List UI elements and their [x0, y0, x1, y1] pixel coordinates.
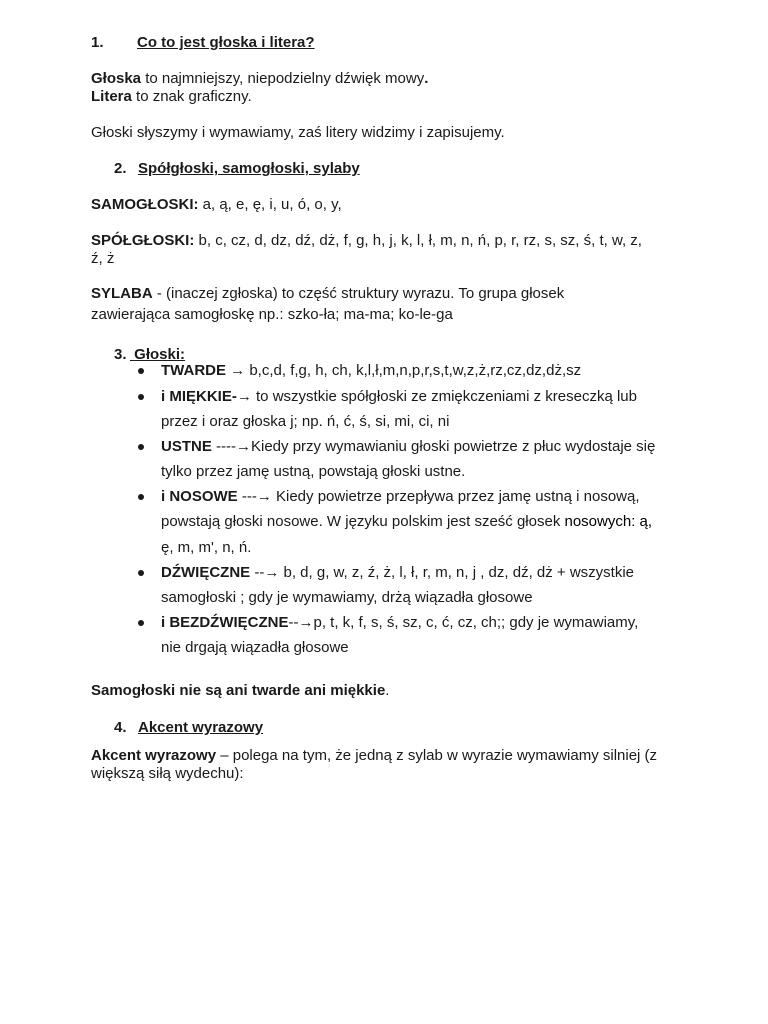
bullet-dot [138, 394, 144, 400]
akcent-definition-1 [91, 747, 657, 765]
arrow-icon: → [226, 362, 250, 379]
list-item-bezdzwieczne [161, 614, 638, 632]
section-2-title: Spółgłoski, samogłoski, sylaby [138, 160, 360, 177]
dzwieczne-text-2: samogłoski ; gdy je wymawiamy, drżą wiązadła głosowe [161, 589, 533, 606]
ustne-text-1: Kiedy przy wymawianiu głoski powietrze z płuc wydostaje się [251, 438, 656, 455]
samogloski-note: Samogłoski nie są ani twarde ani miękkie. [91, 682, 390, 699]
section-4-title: Akcent wyrazowy [138, 719, 264, 736]
list-item-miekkie [161, 388, 637, 406]
bezdzwieczne-text-2: nie drgają wiązadła głosowe [161, 639, 349, 656]
ustne-text-2: tylko przez jamę ustną, powstają głoski ustne. [161, 463, 466, 480]
miekkie-label: i MIĘKKIE- [161, 388, 237, 405]
litera-text: to znak graficzny. [131, 88, 252, 105]
litera-definition [91, 88, 252, 106]
nosowe-text-3: ę, m, m', n, ń. [161, 539, 252, 556]
sylaba-line-1 [91, 284, 564, 304]
arrow-icon: → [236, 388, 257, 405]
gloski-note: Głoski słyszymy i wymawiamy, zaś litery widzimy i zapisujemy. [91, 124, 505, 141]
samogloski-list: a, ą, e, ę, i, u, ó, o, y, [198, 196, 342, 213]
akcent-definition-2: większą siłą wydechu): [91, 765, 244, 782]
section-3-title: Głoski: [134, 346, 186, 363]
bullet-dot [138, 444, 144, 450]
list-item-dzwieczne [161, 564, 634, 582]
bullet-dot [138, 494, 144, 500]
litera-term: Litera [91, 88, 132, 105]
twarde-text: b,c,d, f,g, h, ch, k,l,ł,m,n,p,r,s,t,w,z,ż,rz,cz,dz,dż,sz [249, 362, 582, 379]
dzwieczne-label: DŹWIĘCZNE [161, 564, 251, 581]
gloska-term: Głoska [91, 70, 142, 87]
sylaba-label: SYLABA [91, 285, 153, 302]
spolgloski-list: b, c, cz, d, dz, dź, dż, f, g, h, j, k, l, ł, m, n, ń, p, r, rz, s, sz, ś, t, w, z, [194, 232, 642, 249]
arrow-icon: --→ [288, 614, 314, 631]
dzwieczne-text-1: b, d, g, w, z, ź, ż, l, ł, r, m, n, j , dz, dź, dż + wszystkie [283, 564, 635, 581]
section-3-number: 3. [114, 346, 127, 363]
bezdzwieczne-label: i BEZDŹWIĘCZNE [161, 614, 289, 631]
arrow-icon: ---→ [237, 488, 276, 505]
spolgloski-line-1 [91, 232, 642, 250]
akcent-text: – polega na tym, że jedną z sylab w wyrazie wymawiamy silniej (z [216, 747, 658, 764]
spolgloski-line-2: ź, ż [91, 250, 115, 267]
section-2-number: 2. [114, 160, 127, 177]
section-1-title: Co to jest głoska i litera? [137, 34, 315, 51]
akcent-term: Akcent wyrazowy [91, 747, 217, 764]
miekkie-text-2: przez i oraz głoska j; np. ń, ć, ś, si, mi, ci, ni [161, 413, 450, 430]
arrow-icon: ----→ [211, 438, 251, 455]
sylaba-line-2: zawierająca samogłoskę np.: szko-ła; ma-ma; ko-le-ga [91, 306, 453, 323]
bullet-dot [138, 620, 144, 626]
gloska-text: to najmniejszy, niepodzielny dźwięk mowy [141, 70, 425, 87]
section-1-number: 1. [91, 34, 104, 51]
samogloski-line [91, 196, 342, 214]
list-item-ustne [161, 438, 655, 456]
ustne-label: USTNE [161, 438, 212, 455]
gloska-dot: . [424, 70, 429, 87]
arrow-icon: --→ [250, 564, 284, 581]
sylaba-text: - (inaczej zgłoska) to część struktury wyrazu. To grupa głosek [152, 285, 565, 302]
nosowe-text-2: powstają głoski nosowe. W języku polskim jest sześć głosek nosowych: ą, [161, 513, 653, 530]
bullet-dot [138, 570, 144, 576]
list-item-twarde [161, 362, 581, 380]
miekkie-text-1: to wszystkie spółgłoski ze zmiękczeniami z kreseczką lub [256, 388, 637, 405]
nosowe-label: i NOSOWE [161, 488, 238, 505]
bullet-dot [138, 368, 144, 374]
list-item-nosowe [161, 488, 640, 506]
nosowe-text-1: Kiedy powietrze przepływa przez jamę ustną i nosową, [276, 488, 640, 505]
spolgloski-label: SPÓŁGŁOSKI: [91, 232, 195, 249]
bezdzwieczne-text-1: p, t, k, f, s, ś, sz, c, ć, cz, ch;; gdy je wymawiamy, [313, 614, 639, 631]
gloska-definition [91, 70, 428, 88]
section-4-number: 4. [114, 719, 127, 736]
twarde-label: TWARDE [161, 362, 226, 379]
samogloski-label: SAMOGŁOSKI: [91, 196, 199, 213]
